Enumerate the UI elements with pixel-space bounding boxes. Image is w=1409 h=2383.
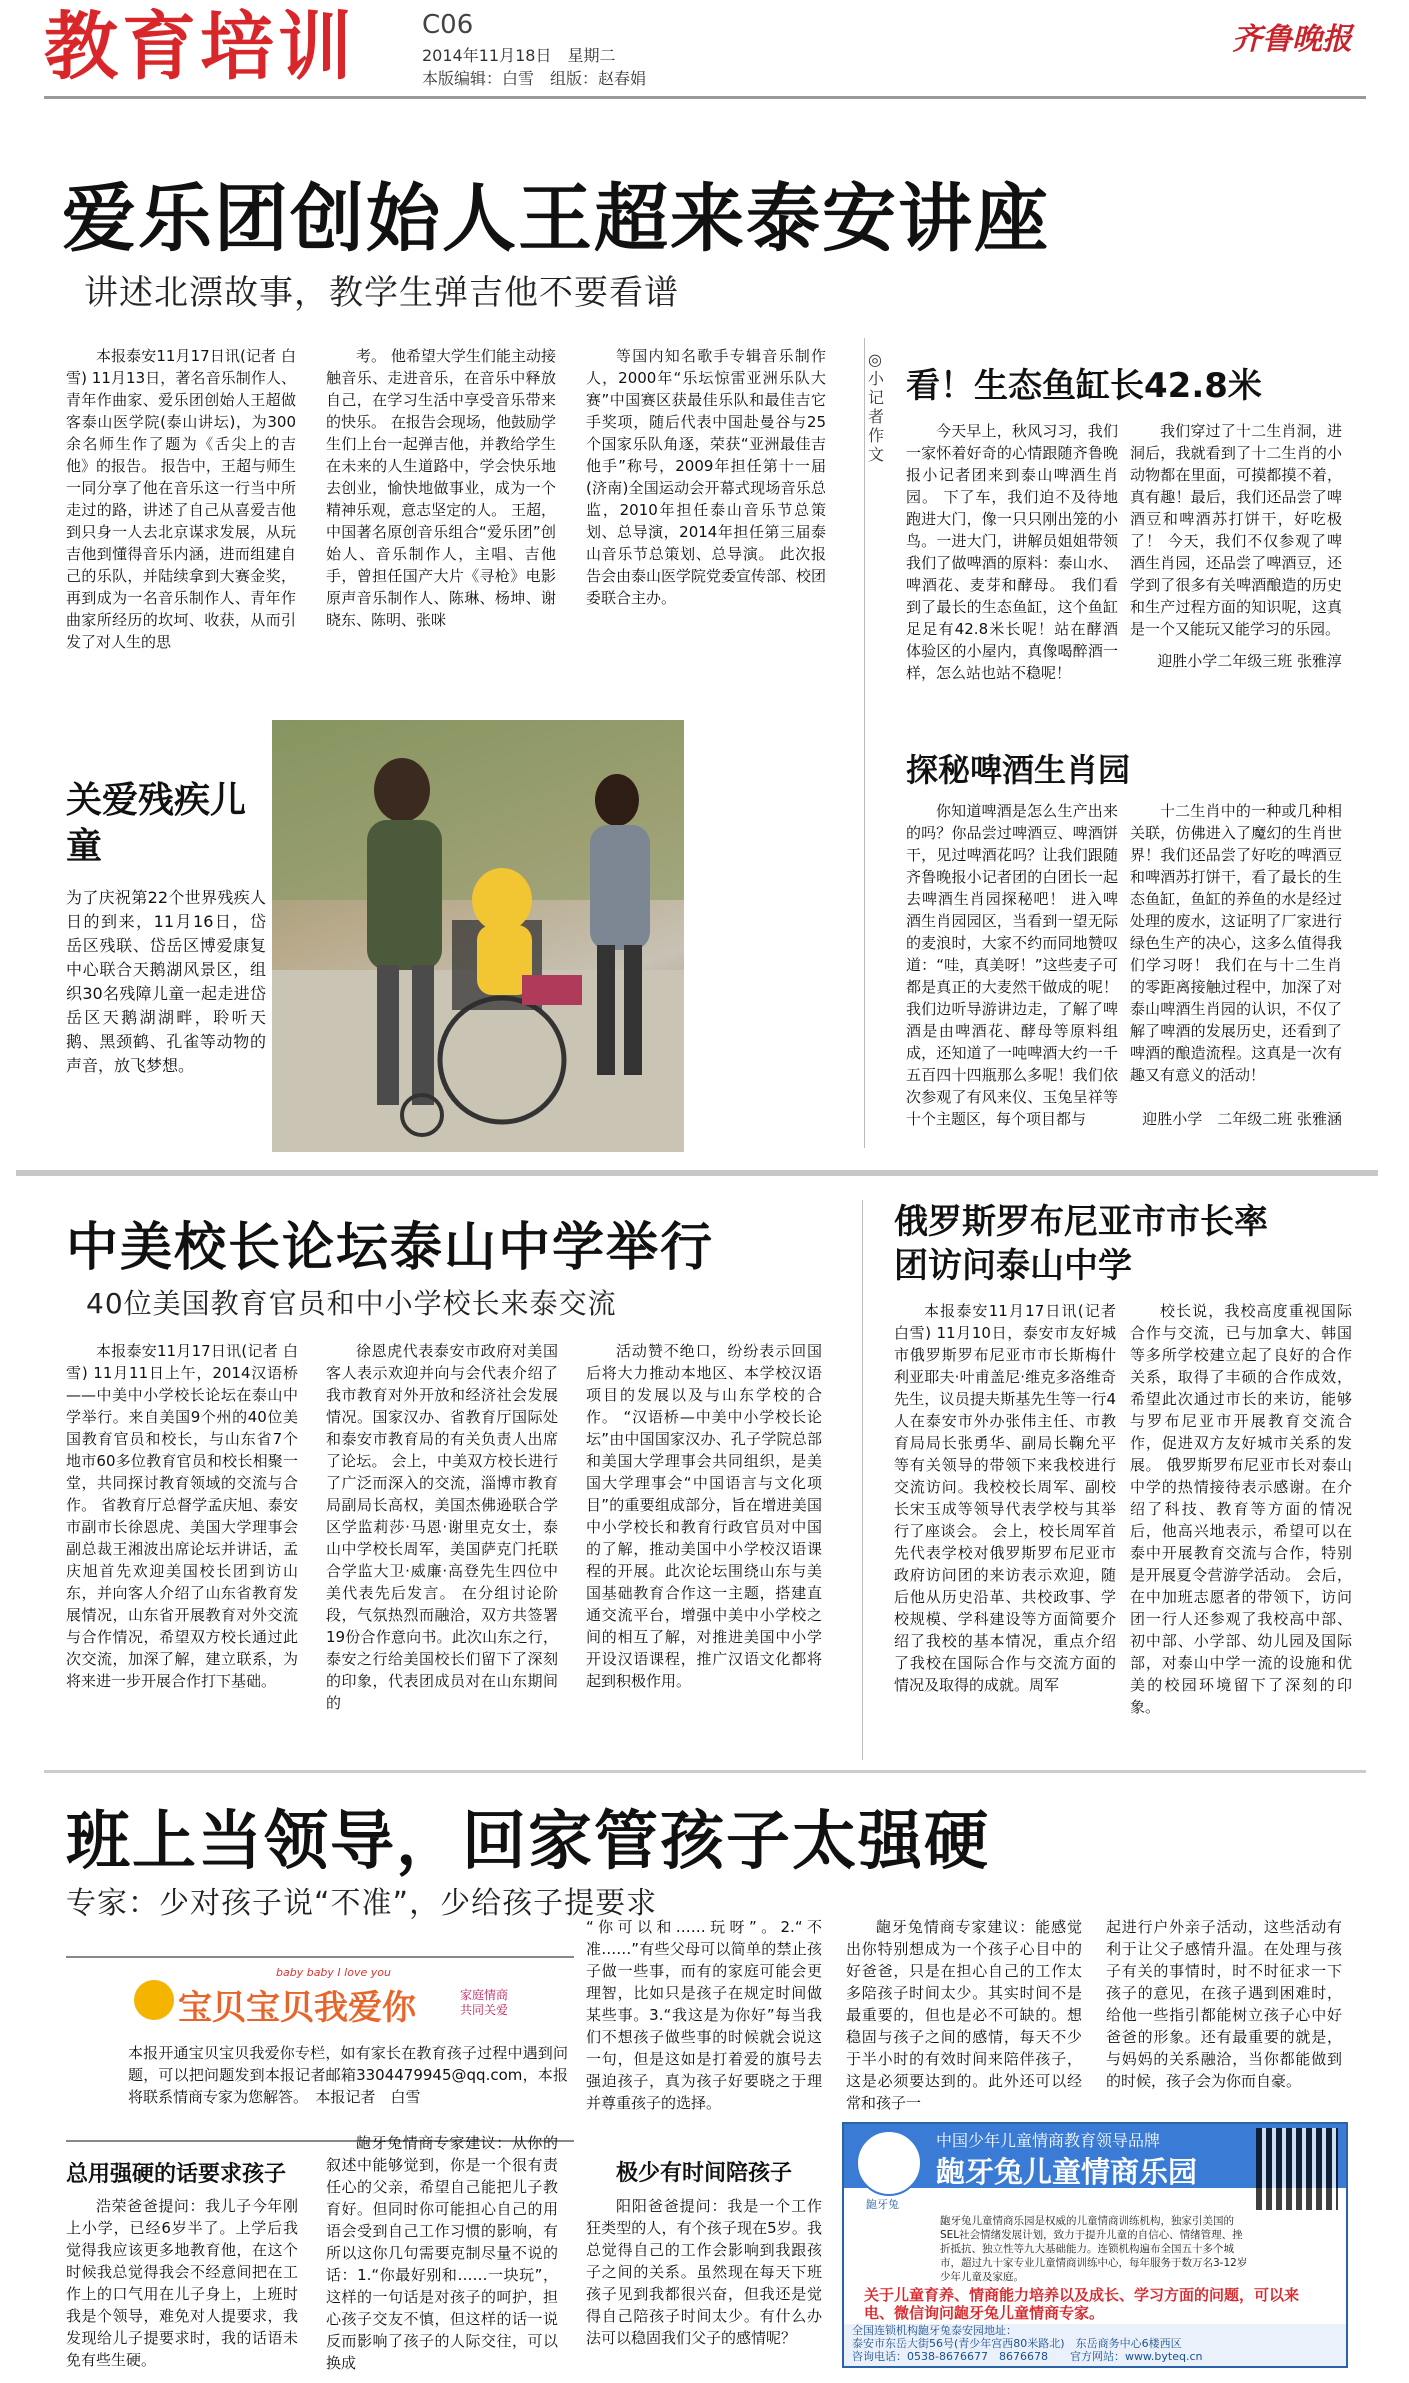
forum-subhead: 40位美国教育官员和中小学校长来泰交流 xyxy=(86,1287,617,1320)
lead-subhead: 讲述北漂故事，教学生弹吉他不要看谱 xyxy=(84,273,679,313)
section-title: 教育培训 xyxy=(44,4,356,90)
column-divider xyxy=(864,338,865,1148)
russia-headline: 俄罗斯罗布尼亚市市长率团访问泰山中学 xyxy=(894,1202,1268,1286)
photo-story-text: 为了庆祝第22个世界残疾人日的到来，11月16日，岱岳区残联、岱岳区博爱康复中心联合天鹅湖风景区，组织30名残障儿童一起走进岱岳区天鹅湖湖畔，聆听天鹅、黑颈鹤、孔雀等动物的声音，放飞梦想。 xyxy=(66,888,266,1075)
brewery-author: 迎胜小学 二年级二班 张雅涵 xyxy=(1142,1110,1342,1128)
column-logo-box xyxy=(66,1956,574,2142)
brewery-text-col1: 你知道啤酒是怎么生产出来的吗？你品尝过啤酒豆、啤酒饼干，见过啤酒花吗？让我们跟随齐鲁晚报小记者团的白团长一起去啤酒生肖园探秘吧！ 进入啤酒生肖园园区，当看到一望无际的麦浪时，大家不约而同地赞叹道：“哇，真美呀！”这些麦子可都是真正的大麦然干做成的呢！我们边听导游讲边走，了解了啤酒是由啤酒花、酵母等原料组成，还知道了一吨啤酒大约一千五百四十四瓶那么多呢！我们依次参观了有风来仪、玉兔呈祥等十个主题区，每个项目都与 xyxy=(906,802,1118,1128)
fishtank-text-col2: 我们穿过了十二生肖洞，进洞后，我就看到了十二生肖的小动物都在里面，可摸都摸不着，真有趣！最后，我们还品尝了啤酒豆和啤酒苏打饼干，好吃极了！ 今天，我们不仅参观了啤酒生肖园，还品尝了啤酒豆，还学到了很多有关啤酒酿造的历史和生产过程方面的知识呢，这真是一个又能玩又能学习的乐园。 xyxy=(1130,422,1342,638)
lead-text-col1: 本报泰安11月17日讯(记者 白雪) 11月13日，著名音乐制作人、青年作曲家、爱乐团创始人王超做客泰山医学院(泰山讲坛)，为300余名师生作了题为《舌尖上的吉他》的报告。 报告中，王超与师生一同分享了他在音乐这一行当中所走过的路，讲述了自己从喜爱吉他到只身一人去北京谋求发展，从玩吉他到懂得音乐内涵，进而组建自己的乐队，并陆续拿到大赛金奖，再到成为一名音乐制作人、青年作曲家所经历的坎坷、收获，从而引发了对人生的思 xyxy=(66,347,296,651)
column-divider-2 xyxy=(862,1200,863,1760)
ad-brand-name: 龅牙兔儿童情商乐园 xyxy=(936,2155,1198,2189)
forum-headline: 中美校长论坛泰山中学举行 xyxy=(66,1218,715,1278)
a1-text: 龅牙兔情商专家建议：从你的叙述中能够觉到，你是一个很有责任心的父亲，希望自己能把儿子教育好。但同时你可能担心自己的用语会受到自己工作习惯的影响，有所以这你几句需要克制尽量不说的话：1.“你最好别和……一块玩”，这样的一句话是对孩子的呵护，担心孩子交友不慎，但这样的话一说反而影响了孩子的人际交往，可以换成 xyxy=(326,2134,558,2372)
rabbit-mascot-icon xyxy=(856,2130,922,2196)
column-intro: 本报开通宝贝宝贝我爱你专栏，如有家长在教育孩子过程中遇到问题，可以把问题发到本报记者邮箱3304479945@qq.com，本报将联系情商专家为您解答。 本报记者 白雪 xyxy=(128,2044,568,2106)
ad-contact-footer xyxy=(844,2324,1346,2366)
smiley-icon xyxy=(134,1980,174,2020)
lead-text-col3: 等国内知名歌手专辑音乐制作人，2000年“乐坛惊雷亚洲乐队大赛”中国赛区获最佳乐队和最佳吉它手奖项，随后代表中国赴曼谷与25个国家乐队角逐，荣获“亚洲最佳吉他手”称号，2009年担任第十一届(济南)全国运动会开幕式现场音乐总监，2010年担任泰山音乐节总策划、总导演，2014年担任第三届泰山音乐节总策划、总导演。 此次报告会由泰山医学院党委宣传部、校团委联合主办。 xyxy=(586,347,826,607)
column-logo: 宝贝宝贝我爱你 xyxy=(178,1988,416,2028)
q2-text: 阳阳爸爸提问：我是一个工作狂类型的人，有个孩子现在5岁。我总觉得自己的工作会影响到我跟孩子之间的关系。虽然现在每天下班孩子见到我都很兴奋，但我还是觉得自己陪孩子时间太少。有什么办法可以稳固我们父子的感情呢？ xyxy=(586,2197,822,2347)
fishtank-article-title: 看！生态鱼缸长42.8米 xyxy=(906,366,1262,406)
ad-box xyxy=(842,2122,1348,2368)
parenting-headline: 班上当领导，回家管孩子太强硬 xyxy=(66,1805,990,1879)
a1-text-continued: “你可以和……玩呀”。2.“不准……”有些父母可以简单的禁止孩子做一些事，而有的家庭可能会更理智，比如只是孩子在规定时间做某些事。3.“我这是为你好”每当我们不想孩子做些事的时候就会说这一句，但是这如是打着爱的旗号去强迫孩子，真为孩子好要晓之于理并尊重孩子的选择。 xyxy=(586,1918,822,2112)
fishtank-text-col1: 今天早上，秋风习习，我们一家怀着好奇的心情跟随齐鲁晚报小记者团来到泰山啤酒生肖园。 下了车，我们迫不及待地跑进大门，像一只只刚出笼的小鸟。一进大门，讲解员姐姐带领我们了做啤酒的原料：泰山水、啤酒花、麦芽和酵母。 我们看到了最长的生态鱼缸，这个鱼缸足足有42.8米长呢！站在酵酒体验区的小屋内，真像喝醉酒一样，怎么站也站不稳呢！ xyxy=(906,422,1118,682)
column-logo-side: 家庭情商 共同关爱 xyxy=(460,1988,509,2017)
column-logo-tag: baby baby I love you xyxy=(276,1966,391,1979)
russia-text-col2: 校长说，我校高度重视国际合作与交流，已与加拿大、韩国等多所学校建立起了良好的合作关系，取得了丰硕的合作成效，希望此次通过市长的来访，能够与罗布尼亚市开展教育交流合作，促进双方友好城市关系的发展。 俄罗斯罗布尼亚市长对泰山中学的热情接待表示感谢。在介绍了科技、教育等方面的情况后，他高兴地表示，希望可以在泰中开展教育交流与合作，特别是开展夏令营游学活动。 会后，在中加班志愿者的带领下，访问团一行人还参观了我校高中部、初中部、小学部、幼儿园及国际部，对泰山中学一流的设施和优美的校园环境留下了深刻的印象。 xyxy=(1130,1302,1352,1716)
ad-slogan: 关于儿童育养、情商能力培养以及成长、学习方面的问题，可以来电、微信询问龅牙兔儿童情商专家。 xyxy=(864,2286,1300,2322)
mascot-label: 龅牙兔 xyxy=(866,2198,899,2211)
brewery-text-col2: 十二生肖中的一种或几种相关联，仿佛进入了魔幻的生肖世界！我们还品尝了好吃的啤酒豆和啤酒苏打饼干，看了最长的生态鱼缸，鱼缸的养鱼的水是经过处理的废水，这证明了厂家进行绿色生产的决心，这多么值得我们学习呀！ 我们在与十二生肖的零距离接触过程中，加深了对泰山啤酒生肖园的认识，不仅了解了啤酒的发展历史，还看到了啤酒的酿造流程。这真是一次有趣又有意义的活动！ xyxy=(1130,802,1342,1084)
lead-text-col2: 考。 他希望大学生们能主动接触音乐、走进音乐，在音乐中释放自己，在学习生活中享受音乐带来的快乐。 在报告会现场，他鼓励学生们上台一起弹吉他，并教给学生在未来的人生道路中，学会快乐地去创业，愉快地做事业，成为一个精神乐观，意志坚定的人。 王超，中国著名原创音乐组合“爱乐团”创始人、音乐制作人，主唱、吉他手，曾担任国产大片《寻枪》电影原声音乐制作人、陈琳、杨坤、谢晓东、陈明、张咪 xyxy=(326,347,556,629)
wheelchair-photo xyxy=(272,720,684,1152)
ad-contact-line-1: 全国连锁机构龅牙兔泰安园地址： xyxy=(852,2324,1017,2337)
q2-title: 极少有时间陪孩子 xyxy=(616,2161,793,2186)
little-reporter-label: ◎小记者作文 xyxy=(868,350,885,464)
parenting-subhead: 专家：少对孩子说“不准”，少给孩子提要求 xyxy=(66,1886,658,1921)
ad-description: 龅牙兔儿童情商乐园是权威的儿童情商训练机构，独家引美国的SEL社会情绪发展计划，致力于提升儿童的自信心、情绪管理、挫折抵抗、独立性等九大基础能力。连锁机构遍布全国五十多个城市，超过九十家专业儿童情商训练中心，每年服务于数万名3-12岁少年儿童及家庭。 xyxy=(940,2215,1248,2282)
forum-text-col2: 徐恩虎代表泰安市政府对美国客人表示欢迎并向与会代表介绍了我市教育对外开放和经济社会发展情况。国家汉办、省教育厅国际处和泰安市教育局的有关负责人出席了论坛。 会上，中美双方校长进行了广泛而深入的交流，淄博市教育局副局长高权，美国杰佛逊联合学区学监莉莎·马恩·谢里克女士，泰山中学校长周军，美国萨克门托联合学监大卫·威廉·高登先生四位中美代表先后发言。 在分组讨论阶段，气氛热烈而融洽，双方共签署19份合作意向书。此次山东之行，泰安之行给美国校长们留下了深刻的印象，代表团成员对在山东期间的 xyxy=(326,1342,558,1712)
ad-contact-line-2: 泰安市东岳大街56号(青少年宫西80米路北) 东岳商务中心6楼西区 xyxy=(852,2337,1182,2350)
brewery-article-title: 探秘啤酒生肖园 xyxy=(906,751,1131,789)
photo-story-title: 关爱残疾儿童 xyxy=(66,780,247,867)
q1-title: 总用强硬的话要求孩子 xyxy=(66,2162,287,2187)
qr-code-icon xyxy=(1256,2128,1338,2210)
q1-text: 浩荣爸爸提问：我儿子今年刚上小学，已经6岁半了。上学后我觉得我应该更多地教育他，在这个时候我总觉得我会不经意间把在工作上的口气用在儿子身上，上班时我是个领导，难免对人提要求，我发现给儿子提要求时，我的话语未免有些生硬。 xyxy=(66,2197,298,2369)
newspaper-brand: 齐鲁晚报 xyxy=(1232,22,1352,57)
forum-text-col3: 活动赞不绝口，纷纷表示回国后将大力推动本地区、本学校汉语项目的发展以及与山东学校的合作。 “汉语桥—中美中小学校长论坛”由中国国家汉办、孔子学院总部和美国大学理事会共同组织，是美国大学理事会“中国语言与文化项目”的重要组成部分，旨在增进美国中小学校长和教育行政官员对中国的了解，推动美国中小学校汉语课程的开展。此次论坛围绕山东与美国基础教育合作这一主题，搭建直通交流平台，增强中美中小学校之间的相互了解，对推进美国中小学开设汉语课程，推广汉语文化都将起到积极作用。 xyxy=(586,1342,822,1690)
a2-text-col1: 龅牙兔情商专家建议：能感觉出你特别想成为一个孩子心目中的好爸爸，只是在担心自己的工作太多陪孩子时间太少。其实时间不是最重要的，但也是必不可缺的。想稳固与孩子之间的感情，每天不少于半小时的有效时间来陪伴孩子，这是必须要达到的。此外还可以经常和孩子一 xyxy=(846,1918,1082,2112)
issue-date: 2014年11月18日 星期二 xyxy=(422,46,616,65)
section-rule-1 xyxy=(16,1170,1378,1176)
ad-top-line: 中国少年儿童情商教育领导品牌 xyxy=(936,2131,1161,2150)
header-rule xyxy=(44,96,1366,99)
lead-headline: 爱乐团创始人王超来泰安讲座 xyxy=(62,176,1050,262)
a2-text-col2: 起进行户外亲子活动，这些活动有利于让父子感情升温。在处理与孩子有关的事情时，时不时征求一下孩子的意见，在孩子遇到困难时，给他一些指引都能树立孩子心中好爸爸的形象。还有最重要的就是，与妈妈的关系融洽，当你都能做到的时候，孩子会为你而自豪。 xyxy=(1106,1918,1342,2090)
fishtank-author: 迎胜小学二年级三班 张雅淳 xyxy=(1157,652,1342,670)
section-rule-2 xyxy=(44,1770,1366,1773)
ad-contact-line-3: 咨询电话：0538-8676677 8676678 官方网站：www.byteq.cn xyxy=(852,2350,1203,2363)
page-number: C06 xyxy=(422,10,474,40)
forum-text-col1: 本报泰安11月17日讯(记者 白雪) 11月11日上午，2014汉语桥——中美中小学校长论坛在泰山中学举行。来自美国9个州的40位美国教育官员和校长，与山东省7个地市60多位教育官员和校长相聚一堂，共同探讨教育领域的交流与合作。 省教育厅总督学孟庆旭、泰安市副市长徐恩虎、美国大学理事会副总裁王湘波出席论坛并讲话，孟庆旭首先欢迎美国校长团到访山东，并向客人介绍了山东省教育发展情况，山东省开展教育对外交流与合作情况，希望双方校长通过此次交流，加深了解，建立联系，为将来进一步开展合作打下基础。 xyxy=(66,1342,298,1690)
editors-line: 本版编辑：白雪 组版：赵春娟 xyxy=(422,69,647,88)
russia-text-col1: 本报泰安11月17日讯(记者 白雪) 11月10日，泰安市友好城市俄罗斯罗布尼亚市市长斯梅什利亚耶夫·叶甫盖尼·维克多洛维奇先生，议员提夫斯基先生等一行4人在泰安市外办张伟主任、市教育局局长张勇华、副局长鞠允平等有关领导的带领下来我校进行交流访问。我校校长周军、副校长宋玉成等领导代表学校与其举行了座谈会。 会上，校长周军首先代表学校对俄罗斯罗布尼亚市政府访问团的来访表示欢迎，随后他从历史沿革、共校政事、学校规模、学科建设等方面简要介绍了我校的基本情况，重点介绍了我校在国际合作与交流方面的情况及取得的成就。周军 xyxy=(894,1302,1116,1694)
